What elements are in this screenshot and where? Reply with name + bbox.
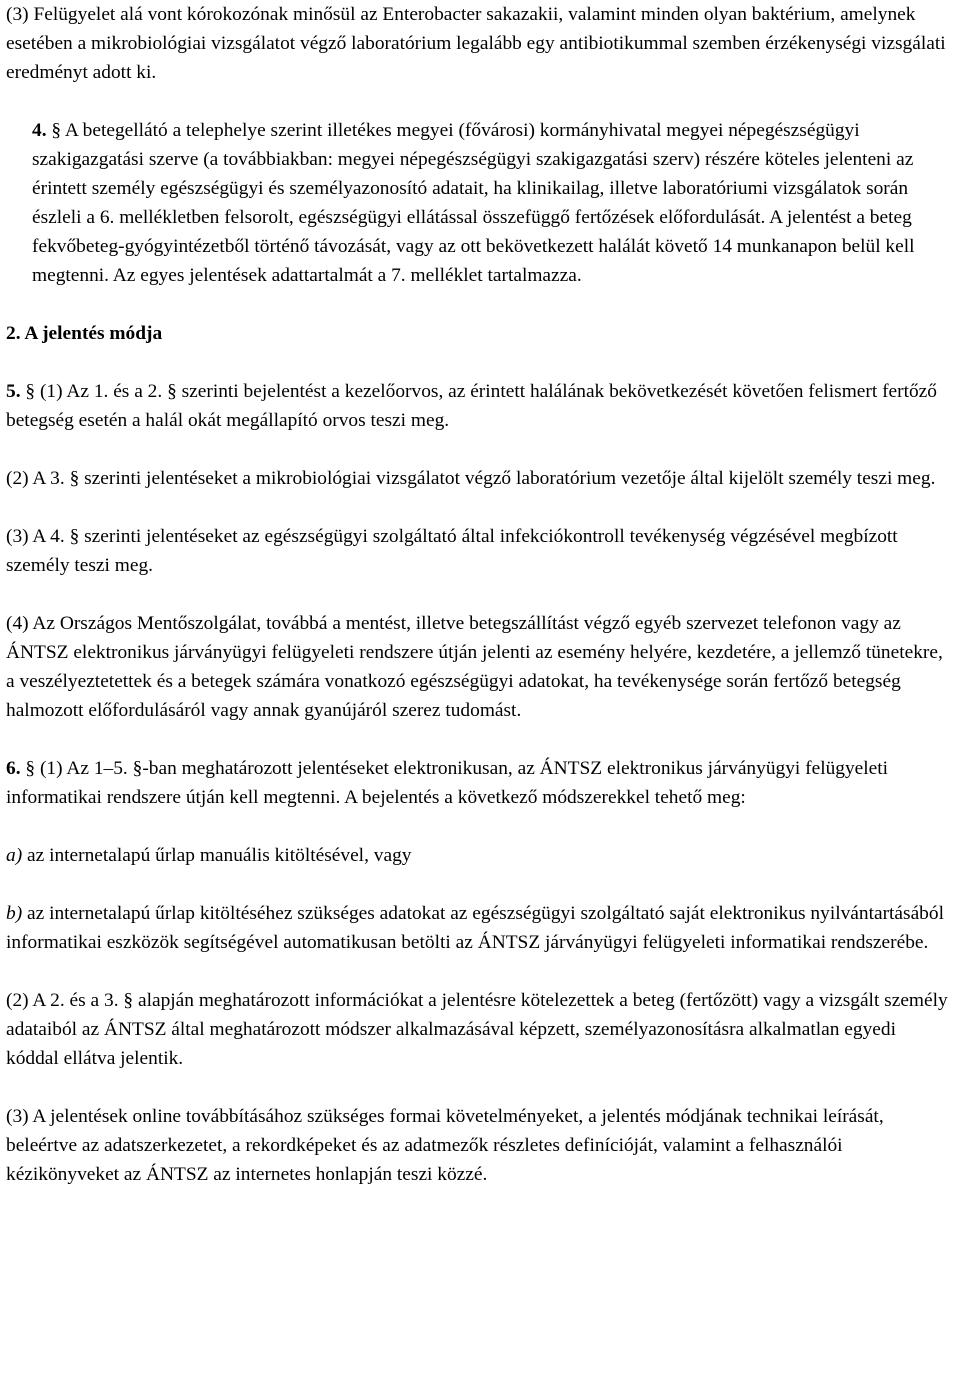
paragraph-text: szerinti jelentéseket a mikrobiológiai vizsgálatot végző laboratórium vezetője által kijelölt személy teszi meg. [84, 468, 936, 489]
list-label: b) [6, 903, 23, 924]
paragraph-text: alapján meghatározott információkat a jelentésre kötelezettek a beteg (fertőzött) vagy a vizsgált személy adataiból az ÁNTSZ által meghatározott módszer alkalmazásával képzett, személyazonosításra alkalmatlan egyedi kóddal ellátva jelentik. [6, 990, 948, 1069]
section-5-paragraph-4 [6, 609, 950, 725]
list-text: az internetalapú űrlap manuális kitöltésével, vagy [27, 845, 412, 866]
paragraph-text: (3) Felügyelet alá vont kórokozónak minősül az Enterobacter sakazakii, valamint minden olyan baktérium, amelynek esetében a mikrobiológiai vizsgálatot végző laboratórium legalább egy antibiotikummal szemben érzékenységi vizsgálati eredményt adott ki. [6, 4, 946, 83]
section-sign: § [167, 381, 177, 402]
paragraph-text: (4) Az Országos Mentőszolgálat, továbbá a mentést, illetve betegszállítást végző egyéb szervezet telefonon vagy az ÁNTSZ elektronikus járványügyi felügyeleti rendszere útján jelenti az esemény helyére, kezdetére, a jellemző tünetekre, a veszélyeztetettek és a betegek számára vonatkozó egészségügyi adatokat, ha tevékenysége során fertőző betegség halmozott előfordulásáról vagy annak gyanújáról szerez tudomást. [6, 613, 943, 721]
section-4 [6, 116, 950, 290]
list-item-b [6, 899, 950, 957]
section-text: A betegellátó a telephelye szerint illetékes megyei (fővárosi) kormányhivatal megyei népegészségügyi szakigazgatási szerve (a továbbiakban: megyei népegészségügyi szakigazgatási szerv) részére köteles jelenteni az érintett személy egészségügyi és személyazonosító adatait, ha klinikailag, illetve laboratóriumi vizsgálatok során észleli a 6. mellékletben felsorolt, egészségügyi ellátással összefüggő fertőzések előfordulását. A jelentést a beteg fekvőbeteg-gyógyintézetből történő távozását, vagy az ott bekövetkezett halálát követő 14 munkanapon belül kell megtenni. Az egyes jelentések adattartalmát a 7. melléklet tartalmazza. [32, 120, 915, 286]
paragraph-lead: (3) A 4. [6, 526, 65, 547]
list-text: az internetalapú űrlap kitöltéséhez szükséges adatokat az egészségügyi szolgáltató saját elektronikus nyilvántartásából informatikai eszközök segítségével automatikusan betölti az ÁNTSZ járványügyi felügyeleti informatikai rendszerébe. [6, 903, 944, 953]
paragraph-lead: (2) A 2. és a 3. [6, 990, 119, 1011]
paragraph-text: -ban meghatározott jelentéseket elektronikusan, az ÁNTSZ elektronikus járványügyi felügyeleti informatikai rendszere útján kell megtenni. A bejelentés a következő módszerekkel tehető meg: [6, 758, 889, 808]
section-number: 5. [6, 381, 21, 402]
section-sign: § [132, 758, 143, 779]
paragraph-lead: (1) Az 1–5. [39, 758, 128, 779]
section-sign: § [69, 468, 80, 489]
list-item-a [6, 841, 950, 870]
section-5-paragraph-1 [6, 377, 950, 435]
section-sign: § [25, 758, 36, 779]
section-sign: § [51, 120, 62, 141]
paragraph-3-intro [6, 0, 950, 87]
list-label: a) [6, 845, 23, 866]
section-5-paragraph-2 [6, 464, 950, 493]
paragraph-text: szerinti jelentéseket az egészségügyi szolgáltató által infekciókontroll tevékenység végzésével megbízott személy teszi meg. [6, 526, 898, 576]
section-6-paragraph-3 [6, 1102, 950, 1189]
section-number: 6. [6, 758, 21, 779]
section-number: 4. [32, 120, 47, 141]
section-6-paragraph-2 [6, 986, 950, 1073]
section-sign: § [69, 526, 80, 547]
section-sign: § [25, 381, 36, 402]
paragraph-lead: (2) A 3. [6, 468, 65, 489]
paragraph-text: szerinti bejelentést a kezelőorvos, az érintett halálának bekövetkezését követően felismert fertőző betegség esetén a halál okát megállapító orvos teszi meg. [6, 381, 937, 431]
heading-text: 2. A jelentés módja [6, 323, 163, 344]
section-6-paragraph-1 [6, 754, 950, 812]
section-sign: § [123, 990, 134, 1011]
heading-jelentes-modja [6, 319, 950, 348]
section-5-paragraph-3 [6, 522, 950, 580]
paragraph-text: (3) A jelentések online továbbításához szükséges formai követelményeket, a jelentés módjának technikai leírását, beleértve az adatszerkezetet, a rekordképeket és az adatmezők részletes definícióját, valamint a felhasználói kézikönyveket az ÁNTSZ az internetes honlapján teszi közzé. [6, 1106, 884, 1185]
paragraph-lead: (1) Az 1. és a 2. [39, 381, 163, 402]
